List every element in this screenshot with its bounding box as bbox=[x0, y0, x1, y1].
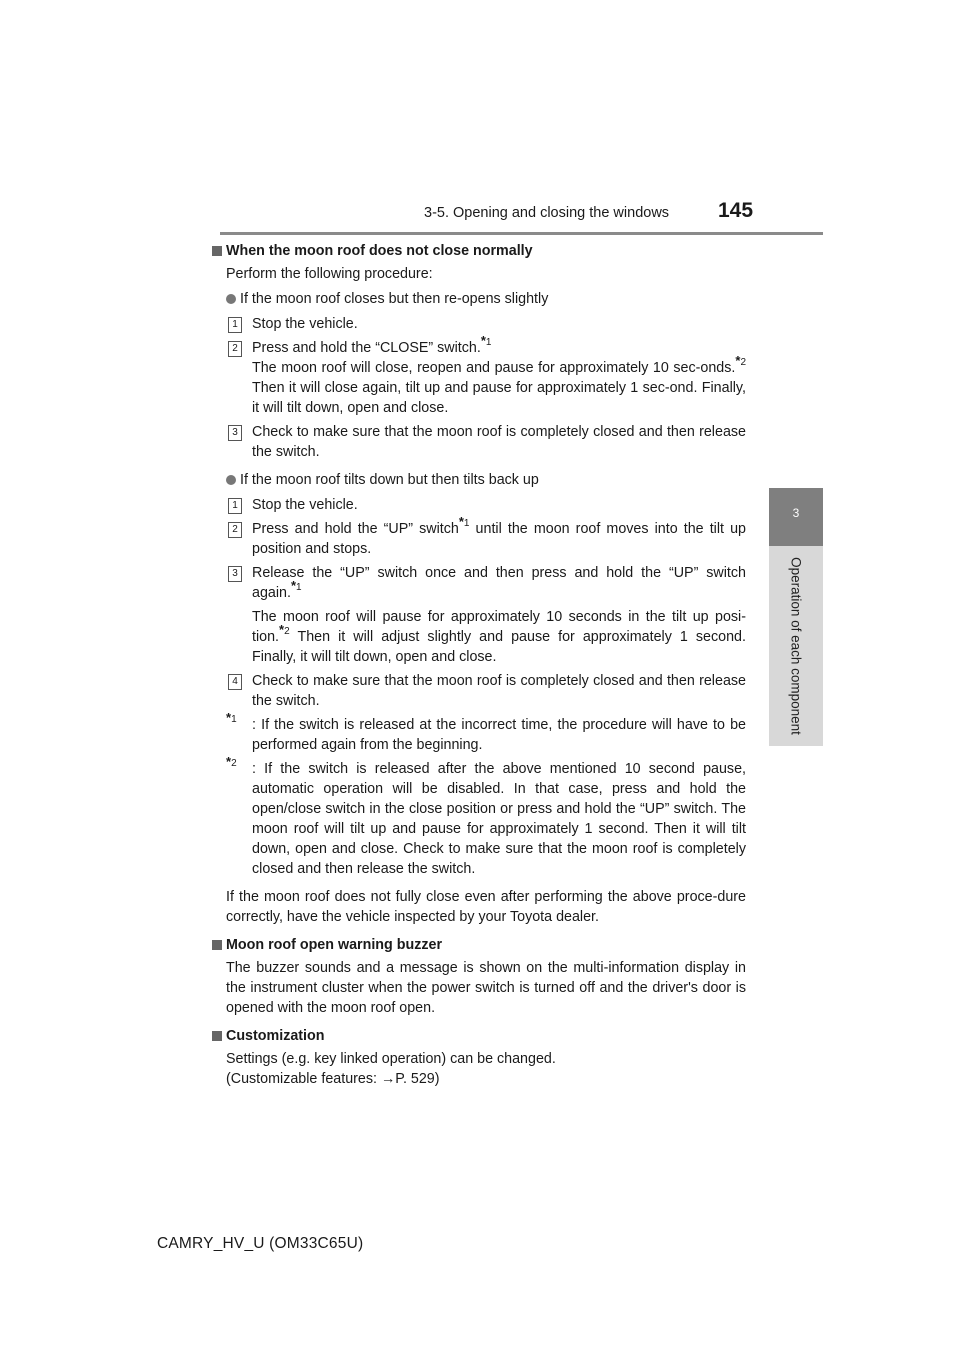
intro-text: Perform the following procedure: bbox=[226, 266, 433, 282]
step-number: 1 bbox=[228, 498, 242, 514]
footnote-ref: *1 bbox=[458, 514, 470, 529]
footnote-marker: *1 bbox=[226, 710, 237, 725]
footnote-marker: *2 bbox=[226, 754, 237, 769]
bullet-text: If the moon roof tilts down but then tilts back up bbox=[240, 472, 539, 488]
round-bullet-icon bbox=[226, 294, 236, 304]
step-number: 1 bbox=[228, 317, 242, 333]
main-content bbox=[210, 241, 746, 1094]
step-item bbox=[210, 422, 746, 462]
step-text: Check to make sure that the moon roof is completely closed and then release the switch. bbox=[252, 424, 746, 460]
square-bullet-icon bbox=[212, 1031, 222, 1041]
step-number: 3 bbox=[228, 425, 242, 441]
heading-text: When the moon roof does not close normally bbox=[226, 243, 533, 259]
step-item bbox=[210, 495, 746, 515]
customization-link[interactable]: (Customizable features: →P. 529) bbox=[226, 1071, 440, 1087]
step-text: Press and hold the “UP” switch bbox=[252, 521, 459, 537]
chapter-tab[interactable]: 3 bbox=[769, 488, 823, 546]
step-item bbox=[210, 563, 746, 667]
footnote-text: : If the switch is released at the incorrect time, the procedure will have to be performed again from the beginning. bbox=[252, 717, 746, 753]
section-heading bbox=[210, 935, 746, 955]
case-bullet bbox=[210, 470, 746, 490]
footnote-ref: *1 bbox=[480, 333, 492, 348]
case-bullet bbox=[210, 289, 746, 309]
step-text: Press and hold the “CLOSE” switch. bbox=[252, 340, 481, 356]
closing-text: If the moon roof does not fully close even after performing the above proce-dure correctly, have the vehicle inspected by your Toyota dealer. bbox=[226, 889, 746, 925]
step-text: until the moon roof moves into the tilt up position and stops. bbox=[252, 521, 746, 557]
footnote-ref: *1 bbox=[290, 578, 302, 593]
header-divider bbox=[220, 232, 823, 235]
footnote-2 bbox=[210, 754, 746, 879]
step-number: 2 bbox=[228, 522, 242, 538]
step-text: Release the “UP” switch once and then press and hold the “UP” switch again. bbox=[252, 565, 746, 601]
step-detail: Then it will close again, tilt up and pause for approximately 1 sec-ond. Finally, it will tilt down, open and close. bbox=[252, 380, 746, 416]
square-bullet-icon bbox=[212, 246, 222, 256]
step-number: 2 bbox=[228, 341, 242, 357]
step-item bbox=[210, 333, 746, 418]
section-heading bbox=[210, 1026, 746, 1046]
model-code: CAMRY_HV_U (OM33C65U) bbox=[157, 1235, 364, 1252]
step-item bbox=[210, 314, 746, 334]
section-title: 3-5. Opening and closing the windows bbox=[424, 205, 670, 221]
step-text: Stop the vehicle. bbox=[252, 497, 358, 513]
footnote-ref: *2 bbox=[279, 622, 290, 637]
heading-text: Moon roof open warning buzzer bbox=[226, 937, 443, 953]
step-item bbox=[210, 514, 746, 559]
section-heading bbox=[210, 241, 746, 261]
step-detail: Then it will adjust slightly and pause for approximately 1 second. Finally, it will tilt down, open and close. bbox=[252, 629, 746, 665]
step-text: Stop the vehicle. bbox=[252, 316, 358, 332]
page-number: 145 bbox=[718, 199, 754, 222]
step-detail: The moon roof will close, reopen and pause for approximately 10 sec-onds. bbox=[252, 360, 736, 376]
footnote-ref: *2 bbox=[735, 353, 746, 368]
buzzer-text: The buzzer sounds and a message is shown on the multi-information display in the instrument cluster when the power switch is turned off and the driver's door is opened with the moon roof open. bbox=[226, 960, 746, 1016]
footnote-1 bbox=[210, 710, 746, 755]
bullet-text: If the moon roof closes but then re-opens slightly bbox=[240, 291, 549, 307]
customization-text: Settings (e.g. key linked operation) can be changed. bbox=[226, 1051, 556, 1067]
chapter-title: Operation of each component bbox=[788, 557, 804, 735]
step-detail: The moon roof will pause for approximately 10 seconds in the tilt up posi-tion. bbox=[252, 609, 746, 645]
square-bullet-icon bbox=[212, 940, 222, 950]
step-number: 4 bbox=[228, 674, 242, 690]
step-text: Check to make sure that the moon roof is completely closed and then release the switch. bbox=[252, 673, 746, 709]
step-item bbox=[210, 671, 746, 711]
round-bullet-icon bbox=[226, 475, 236, 485]
footnote-text: : If the switch is released after the above mentioned 10 second pause, automatic operation will be disabled. In that case, press and hold the open/close switch in the close position or press and hold the “UP” switch. The moon roof will tilt up and pause for approximately 1 second. Then it will tilt down, open and close. Check to make sure that the moon roof is completely closed and then release the switch. bbox=[252, 761, 746, 877]
step-number: 3 bbox=[228, 566, 242, 582]
heading-text: Customization bbox=[226, 1028, 325, 1044]
